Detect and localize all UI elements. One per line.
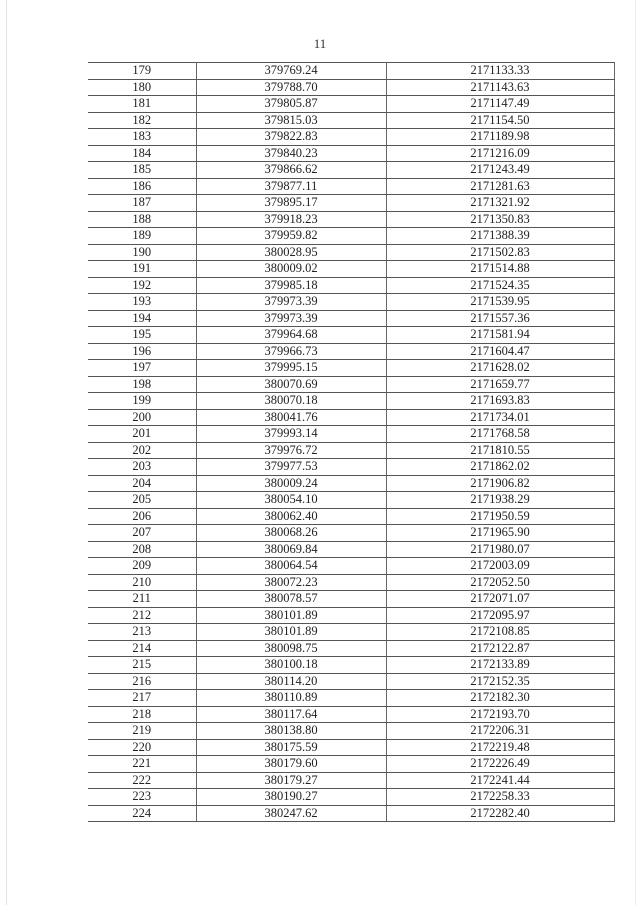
x-coordinate-cell: 380110.89 — [196, 690, 386, 707]
x-coordinate-cell: 379788.70 — [196, 79, 386, 96]
point-number-cell: 183 — [88, 129, 196, 146]
point-number-cell: 204 — [88, 475, 196, 492]
y-coordinate-cell: 2172219.48 — [386, 739, 614, 756]
point-number-cell: 201 — [88, 426, 196, 443]
x-coordinate-cell: 379977.53 — [196, 459, 386, 476]
x-coordinate-cell: 379966.73 — [196, 343, 386, 360]
x-coordinate-cell: 380070.69 — [196, 376, 386, 393]
table-row — [88, 327, 614, 344]
table-row — [88, 657, 614, 674]
point-number-cell: 182 — [88, 112, 196, 129]
point-number-cell: 199 — [88, 393, 196, 410]
table-row — [88, 756, 614, 773]
table-row — [88, 591, 614, 608]
x-coordinate-cell: 379822.83 — [196, 129, 386, 146]
y-coordinate-cell: 2171147.49 — [386, 96, 614, 113]
y-coordinate-cell: 2172071.07 — [386, 591, 614, 608]
y-coordinate-cell: 2171965.90 — [386, 525, 614, 542]
table-row — [88, 541, 614, 558]
point-number-cell: 184 — [88, 145, 196, 162]
table-row — [88, 211, 614, 228]
table-row — [88, 145, 614, 162]
y-coordinate-cell: 2172133.89 — [386, 657, 614, 674]
point-number-cell: 206 — [88, 508, 196, 525]
x-coordinate-cell: 380179.60 — [196, 756, 386, 773]
point-number-cell: 214 — [88, 640, 196, 657]
scan-edge-right — [635, 0, 636, 905]
point-number-cell: 218 — [88, 706, 196, 723]
table-row — [88, 525, 614, 542]
x-coordinate-cell: 380179.27 — [196, 772, 386, 789]
table-row — [88, 690, 614, 707]
table-row — [88, 772, 614, 789]
y-coordinate-cell: 2171734.01 — [386, 409, 614, 426]
point-number-cell: 208 — [88, 541, 196, 558]
x-coordinate-cell: 380117.64 — [196, 706, 386, 723]
x-coordinate-cell: 380009.02 — [196, 261, 386, 278]
point-number-cell: 192 — [88, 277, 196, 294]
table-row — [88, 640, 614, 657]
y-coordinate-cell: 2172193.70 — [386, 706, 614, 723]
point-number-cell: 216 — [88, 673, 196, 690]
y-coordinate-cell: 2172108.85 — [386, 624, 614, 641]
table-row — [88, 343, 614, 360]
point-number-cell: 179 — [88, 63, 196, 80]
x-coordinate-cell: 380190.27 — [196, 789, 386, 806]
x-coordinate-cell: 380054.10 — [196, 492, 386, 509]
x-coordinate-cell: 380062.40 — [196, 508, 386, 525]
x-coordinate-cell: 380100.18 — [196, 657, 386, 674]
point-number-cell: 186 — [88, 178, 196, 195]
point-number-cell: 185 — [88, 162, 196, 179]
y-coordinate-cell: 2171143.63 — [386, 79, 614, 96]
y-coordinate-cell: 2171388.39 — [386, 228, 614, 245]
x-coordinate-cell: 380072.23 — [196, 574, 386, 591]
y-coordinate-cell: 2172003.09 — [386, 558, 614, 575]
table-row — [88, 409, 614, 426]
x-coordinate-cell: 380028.95 — [196, 244, 386, 261]
table-row — [88, 310, 614, 327]
coordinate-table-body — [88, 63, 614, 822]
table-row — [88, 277, 614, 294]
y-coordinate-cell: 2172206.31 — [386, 723, 614, 740]
y-coordinate-cell: 2171350.83 — [386, 211, 614, 228]
y-coordinate-cell: 2172095.97 — [386, 607, 614, 624]
x-coordinate-cell: 379769.24 — [196, 63, 386, 80]
table-row — [88, 706, 614, 723]
point-number-cell: 212 — [88, 607, 196, 624]
x-coordinate-cell: 379918.23 — [196, 211, 386, 228]
table-row — [88, 426, 614, 443]
table-row — [88, 442, 614, 459]
point-number-cell: 193 — [88, 294, 196, 311]
point-number-cell: 221 — [88, 756, 196, 773]
y-coordinate-cell: 2171693.83 — [386, 393, 614, 410]
y-coordinate-cell: 2172152.35 — [386, 673, 614, 690]
point-number-cell: 180 — [88, 79, 196, 96]
x-coordinate-cell: 380101.89 — [196, 624, 386, 641]
x-coordinate-cell: 380138.80 — [196, 723, 386, 740]
point-number-cell: 181 — [88, 96, 196, 113]
point-number-cell: 203 — [88, 459, 196, 476]
y-coordinate-cell: 2171604.47 — [386, 343, 614, 360]
point-number-cell: 196 — [88, 343, 196, 360]
x-coordinate-cell: 379815.03 — [196, 112, 386, 129]
y-coordinate-cell: 2171980.07 — [386, 541, 614, 558]
y-coordinate-cell: 2172226.49 — [386, 756, 614, 773]
table-row — [88, 162, 614, 179]
point-number-cell: 209 — [88, 558, 196, 575]
x-coordinate-cell: 380064.54 — [196, 558, 386, 575]
y-coordinate-cell: 2171502.83 — [386, 244, 614, 261]
table-row — [88, 112, 614, 129]
point-number-cell: 205 — [88, 492, 196, 509]
x-coordinate-cell: 380101.89 — [196, 607, 386, 624]
x-coordinate-cell: 380070.18 — [196, 393, 386, 410]
point-number-cell: 188 — [88, 211, 196, 228]
point-number-cell: 207 — [88, 525, 196, 542]
x-coordinate-cell: 379995.15 — [196, 360, 386, 377]
y-coordinate-cell: 2172282.40 — [386, 805, 614, 822]
point-number-cell: 224 — [88, 805, 196, 822]
point-number-cell: 190 — [88, 244, 196, 261]
point-number-cell: 213 — [88, 624, 196, 641]
table-row — [88, 558, 614, 575]
table-row — [88, 459, 614, 476]
table-row — [88, 261, 614, 278]
y-coordinate-cell: 2171539.95 — [386, 294, 614, 311]
point-number-cell: 191 — [88, 261, 196, 278]
table-row — [88, 673, 614, 690]
x-coordinate-cell: 380114.20 — [196, 673, 386, 690]
y-coordinate-cell: 2171524.35 — [386, 277, 614, 294]
x-coordinate-cell: 379959.82 — [196, 228, 386, 245]
point-number-cell: 223 — [88, 789, 196, 806]
table-row — [88, 195, 614, 212]
x-coordinate-cell: 380247.62 — [196, 805, 386, 822]
point-number-cell: 197 — [88, 360, 196, 377]
y-coordinate-cell: 2171938.29 — [386, 492, 614, 509]
y-coordinate-cell: 2171950.59 — [386, 508, 614, 525]
x-coordinate-cell: 379895.17 — [196, 195, 386, 212]
table-row — [88, 508, 614, 525]
point-number-cell: 211 — [88, 591, 196, 608]
point-number-cell: 220 — [88, 739, 196, 756]
point-number-cell: 200 — [88, 409, 196, 426]
table-row — [88, 805, 614, 822]
y-coordinate-cell: 2171768.58 — [386, 426, 614, 443]
point-number-cell: 198 — [88, 376, 196, 393]
table-row — [88, 393, 614, 410]
coordinate-table — [88, 62, 615, 822]
x-coordinate-cell: 379993.14 — [196, 426, 386, 443]
x-coordinate-cell: 379840.23 — [196, 145, 386, 162]
y-coordinate-cell: 2171216.09 — [386, 145, 614, 162]
y-coordinate-cell: 2171321.92 — [386, 195, 614, 212]
table-row — [88, 723, 614, 740]
table-row — [88, 574, 614, 591]
x-coordinate-cell: 379877.11 — [196, 178, 386, 195]
y-coordinate-cell: 2171281.63 — [386, 178, 614, 195]
table-row — [88, 360, 614, 377]
point-number-cell: 210 — [88, 574, 196, 591]
x-coordinate-cell: 380041.76 — [196, 409, 386, 426]
table-row — [88, 294, 614, 311]
table-row — [88, 376, 614, 393]
y-coordinate-cell: 2172052.50 — [386, 574, 614, 591]
table-row — [88, 79, 614, 96]
table-row — [88, 739, 614, 756]
y-coordinate-cell: 2171189.98 — [386, 129, 614, 146]
y-coordinate-cell: 2171906.82 — [386, 475, 614, 492]
point-number-cell: 219 — [88, 723, 196, 740]
table-row — [88, 129, 614, 146]
point-number-cell: 194 — [88, 310, 196, 327]
y-coordinate-cell: 2171557.36 — [386, 310, 614, 327]
y-coordinate-cell: 2171581.94 — [386, 327, 614, 344]
x-coordinate-cell: 380069.84 — [196, 541, 386, 558]
x-coordinate-cell: 379985.18 — [196, 277, 386, 294]
y-coordinate-cell: 2172241.44 — [386, 772, 614, 789]
y-coordinate-cell: 2172258.33 — [386, 789, 614, 806]
x-coordinate-cell: 380068.26 — [196, 525, 386, 542]
x-coordinate-cell: 379976.72 — [196, 442, 386, 459]
page-number: 11 — [313, 36, 327, 51]
point-number-cell: 215 — [88, 657, 196, 674]
y-coordinate-cell: 2171628.02 — [386, 360, 614, 377]
x-coordinate-cell: 380009.24 — [196, 475, 386, 492]
point-number-cell: 189 — [88, 228, 196, 245]
table-row — [88, 492, 614, 509]
y-coordinate-cell: 2171514.88 — [386, 261, 614, 278]
x-coordinate-cell: 379805.87 — [196, 96, 386, 113]
point-number-cell: 222 — [88, 772, 196, 789]
x-coordinate-cell: 380175.59 — [196, 739, 386, 756]
y-coordinate-cell: 2171154.50 — [386, 112, 614, 129]
table-row — [88, 624, 614, 641]
table-row — [88, 63, 614, 80]
x-coordinate-cell: 380098.75 — [196, 640, 386, 657]
x-coordinate-cell: 380078.57 — [196, 591, 386, 608]
y-coordinate-cell: 2171133.33 — [386, 63, 614, 80]
point-number-cell: 195 — [88, 327, 196, 344]
point-number-cell: 202 — [88, 442, 196, 459]
y-coordinate-cell: 2171659.77 — [386, 376, 614, 393]
y-coordinate-cell: 2172122.87 — [386, 640, 614, 657]
table-row — [88, 178, 614, 195]
x-coordinate-cell: 379866.62 — [196, 162, 386, 179]
table-row — [88, 607, 614, 624]
y-coordinate-cell: 2172182.30 — [386, 690, 614, 707]
point-number-cell: 217 — [88, 690, 196, 707]
point-number-cell: 187 — [88, 195, 196, 212]
x-coordinate-cell: 379973.39 — [196, 310, 386, 327]
scan-edge-left — [6, 0, 7, 905]
table-row — [88, 789, 614, 806]
x-coordinate-cell: 379973.39 — [196, 294, 386, 311]
y-coordinate-cell: 2171243.49 — [386, 162, 614, 179]
x-coordinate-cell: 379964.68 — [196, 327, 386, 344]
table-row — [88, 475, 614, 492]
table-row — [88, 96, 614, 113]
table-row — [88, 244, 614, 261]
y-coordinate-cell: 2171862.02 — [386, 459, 614, 476]
table-row — [88, 228, 614, 245]
y-coordinate-cell: 2171810.55 — [386, 442, 614, 459]
